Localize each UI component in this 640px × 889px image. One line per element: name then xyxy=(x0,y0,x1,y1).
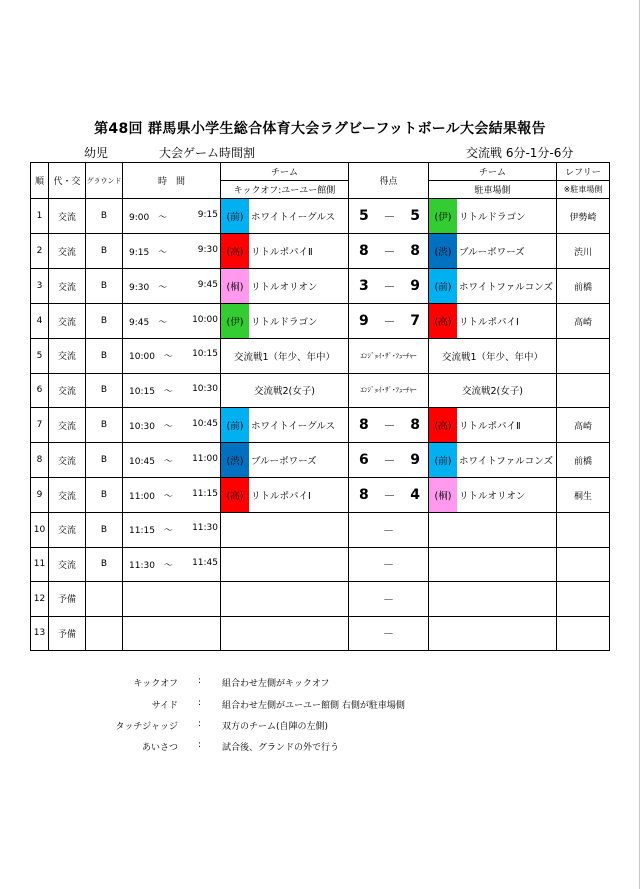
row-type: 交流 xyxy=(49,408,86,443)
row-referee: 前橋 xyxy=(557,443,610,478)
team-right-name: リトルポパイⅡ xyxy=(459,421,521,432)
team-right-name: リトルポパイⅠ xyxy=(459,317,519,328)
note-text: 双方のチーム(自陣の左側) xyxy=(222,722,329,732)
team-left-name: リトルポパイⅠ xyxy=(251,491,311,502)
row-type: 交流 xyxy=(49,234,86,269)
row-order: 13 xyxy=(31,616,49,651)
time-start: 11:15 ～ xyxy=(129,526,173,537)
team-left-name: リトルオリオン xyxy=(251,282,318,293)
enjoy-the-future: ｴﾝｼﾞｮｲ･ｻﾞ･ﾌｭｰﾁｬｰ xyxy=(349,339,429,374)
referee-side-label: ※駐車場側 xyxy=(557,181,610,199)
row-order: 9 xyxy=(31,478,49,513)
row-time xyxy=(123,408,221,443)
row-ground xyxy=(86,616,123,651)
score-left: 9 xyxy=(359,313,369,329)
header-ground: グラウンド xyxy=(86,163,123,199)
team-left-name: ホワイトイーグルス xyxy=(251,421,336,432)
team-right xyxy=(429,199,557,234)
parking-side-label: 駐車場側 xyxy=(429,181,557,199)
team-left xyxy=(221,408,349,443)
team-right-name: ホワイトファルコンズ xyxy=(459,282,553,293)
team-left-area-badge: (渋) xyxy=(221,443,249,477)
team-left-area-badge: (伊) xyxy=(221,304,249,338)
score-empty: － xyxy=(349,547,429,582)
note-label: サイド xyxy=(151,701,178,711)
note-label: あいさつ xyxy=(141,743,178,753)
row-time xyxy=(123,373,221,408)
score-left: 8 xyxy=(359,243,369,259)
enjoy-the-future: ｴﾝｼﾞｮｲ･ｻﾞ･ﾌｭｰﾁｬｰ xyxy=(349,373,429,408)
row-order: 11 xyxy=(31,547,49,582)
header-row xyxy=(31,163,610,181)
score-dash: － xyxy=(383,488,396,503)
note-text: 試合後、グランドの外で行う xyxy=(222,743,340,753)
row-ground: B xyxy=(86,199,123,234)
score-right: 9 xyxy=(410,278,420,294)
page-title: 第48回 群馬県小学生総合体育大会ラグビーフットボール大会結果報告 xyxy=(94,121,546,137)
score-right: 8 xyxy=(410,417,420,433)
team-right xyxy=(429,269,557,304)
score-left: 5 xyxy=(359,208,369,224)
time-start: 9:00 ～ xyxy=(129,212,168,223)
team-right xyxy=(429,234,557,269)
score-dash: － xyxy=(383,418,396,433)
table-row xyxy=(31,304,610,339)
time-start: 10:45 ～ xyxy=(129,456,173,467)
kickoff-side-label: キックオフ:ユーユー館側 xyxy=(221,181,349,199)
note-text: 組合わせ左側がキックオフ xyxy=(222,679,330,689)
team-right xyxy=(429,304,557,339)
row-referee: 渋川 xyxy=(557,234,610,269)
category-label: 幼児 xyxy=(84,146,109,160)
table-row xyxy=(31,582,610,617)
row-ground: B xyxy=(86,408,123,443)
team-right-area-badge: (伊) xyxy=(429,199,457,233)
score-left: 8 xyxy=(359,417,369,433)
score-cell xyxy=(349,199,429,234)
table-row xyxy=(31,547,610,582)
row-type: 交流 xyxy=(49,513,86,548)
time-start: 11:00 ～ xyxy=(129,491,173,502)
header-order: 順 xyxy=(31,163,49,199)
row-type: 交流 xyxy=(49,339,86,374)
row-referee xyxy=(557,339,610,374)
team-left-empty xyxy=(221,582,349,617)
schedule-rows xyxy=(31,199,610,651)
row-ground: B xyxy=(86,339,123,374)
time-start: 9:45 ～ xyxy=(129,317,168,328)
note-label: キックオフ xyxy=(133,679,178,689)
row-time xyxy=(123,304,221,339)
table-row xyxy=(31,269,610,304)
row-type: 予備 xyxy=(49,616,86,651)
score-empty: － xyxy=(349,582,429,617)
schedule-name: 大会ゲーム時間割 xyxy=(159,146,256,160)
row-time xyxy=(123,547,221,582)
team-right-name: リトルドラゴン xyxy=(459,212,526,223)
team-right-area-badge: (高) xyxy=(429,408,457,442)
score-dash: － xyxy=(383,453,396,468)
time-start: 9:30 ～ xyxy=(129,282,168,293)
team-right-name: ホワイトファルコンズ xyxy=(459,456,553,467)
row-type: 交流 xyxy=(49,443,86,478)
score-cell xyxy=(349,304,429,339)
row-ground: B xyxy=(86,373,123,408)
score-cell xyxy=(349,408,429,443)
time-start: 9:15 ～ xyxy=(129,247,168,258)
exchange-match-left: 交流戦2(女子) xyxy=(221,373,349,408)
team-right xyxy=(429,408,557,443)
score-dash: － xyxy=(383,209,396,224)
team-left xyxy=(221,443,349,478)
exchange-match-right: 交流戦2(女子) xyxy=(429,373,557,408)
row-order: 5 xyxy=(31,339,49,374)
note-colon: : xyxy=(198,719,202,729)
row-ground: B xyxy=(86,478,123,513)
table-row xyxy=(31,443,610,478)
team-left xyxy=(221,234,349,269)
row-time xyxy=(123,513,221,548)
table-row xyxy=(31,513,610,548)
row-referee: 桐生 xyxy=(557,478,610,513)
row-order: 12 xyxy=(31,582,49,617)
note-label: タッチジャッジ xyxy=(115,722,178,732)
row-time xyxy=(123,234,221,269)
score-dash: － xyxy=(383,244,396,259)
score-empty: － xyxy=(349,616,429,651)
team-right-area-badge: (高) xyxy=(429,304,457,338)
row-referee xyxy=(557,513,610,548)
team-right-empty xyxy=(429,513,557,548)
time-end: 10:15 xyxy=(192,349,218,360)
team-left-name: リトルドラゴン xyxy=(251,317,318,328)
team-right-area-badge: (桐) xyxy=(429,478,457,512)
score-cell xyxy=(349,269,429,304)
score-dash: － xyxy=(383,279,396,294)
header-time: 時 間 xyxy=(123,163,221,199)
time-start: 10:30 ～ xyxy=(129,421,173,432)
team-left-area-badge: (前) xyxy=(221,199,249,233)
row-order: 7 xyxy=(31,408,49,443)
exchange-match-right: 交流戦1（年少、年中） xyxy=(429,339,557,374)
team-right-area-badge: (渋) xyxy=(429,234,457,268)
score-dash: － xyxy=(383,314,396,329)
row-referee: 前橋 xyxy=(557,269,610,304)
row-order: 10 xyxy=(31,513,49,548)
score-right: 4 xyxy=(410,487,420,503)
team-right xyxy=(429,478,557,513)
row-referee: 高崎 xyxy=(557,304,610,339)
team-left-area-badge: (桐) xyxy=(221,269,249,303)
time-end: 11:15 xyxy=(192,488,218,499)
row-type: 交流 xyxy=(49,199,86,234)
score-cell xyxy=(349,443,429,478)
score-left: 3 xyxy=(359,278,369,294)
row-time xyxy=(123,339,221,374)
team-left-empty xyxy=(221,547,349,582)
team-right xyxy=(429,443,557,478)
team-left-area-badge: (前) xyxy=(221,408,249,442)
header-team-left: チーム xyxy=(221,163,349,181)
row-time xyxy=(123,582,221,617)
score-cell xyxy=(349,234,429,269)
row-type: 予備 xyxy=(49,582,86,617)
row-order: 4 xyxy=(31,304,49,339)
time-end: 10:45 xyxy=(192,418,218,429)
table-row xyxy=(31,339,610,374)
row-referee: 高崎 xyxy=(557,408,610,443)
score-right: 9 xyxy=(410,452,420,468)
time-end: 10:00 xyxy=(192,314,218,325)
row-type: 交流 xyxy=(49,373,86,408)
header-team-right: チーム xyxy=(429,163,557,181)
row-time xyxy=(123,443,221,478)
row-referee: 伊勢崎 xyxy=(557,199,610,234)
row-order: 3 xyxy=(31,269,49,304)
team-left xyxy=(221,269,349,304)
team-left-name: リトルポパイⅡ xyxy=(251,247,313,258)
note-colon: : xyxy=(198,676,202,686)
team-left-name: ブルーボワーズ xyxy=(251,456,317,467)
row-time xyxy=(123,616,221,651)
row-type: 交流 xyxy=(49,478,86,513)
schedule-table xyxy=(30,162,610,651)
row-time xyxy=(123,199,221,234)
table-row xyxy=(31,616,610,651)
team-left-empty xyxy=(221,616,349,651)
score-cell xyxy=(349,478,429,513)
row-order: 1 xyxy=(31,199,49,234)
score-right: 5 xyxy=(410,208,420,224)
team-right-area-badge: (前) xyxy=(429,269,457,303)
row-ground: B xyxy=(86,304,123,339)
row-ground: B xyxy=(86,269,123,304)
time-start: 11:30 ～ xyxy=(129,560,173,571)
table-row xyxy=(31,478,610,513)
row-ground xyxy=(86,582,123,617)
row-ground: B xyxy=(86,234,123,269)
time-end: 11:30 xyxy=(192,523,218,534)
team-left xyxy=(221,304,349,339)
row-time xyxy=(123,478,221,513)
team-right-name: リトルオリオン xyxy=(459,491,526,502)
score-right: 8 xyxy=(410,243,420,259)
time-end: 11:00 xyxy=(192,453,218,464)
team-left-empty xyxy=(221,513,349,548)
row-type: 交流 xyxy=(49,269,86,304)
row-type: 交流 xyxy=(49,547,86,582)
team-left xyxy=(221,199,349,234)
row-referee xyxy=(557,582,610,617)
score-left: 6 xyxy=(359,452,369,468)
row-ground: B xyxy=(86,443,123,478)
time-end: 11:45 xyxy=(192,557,218,568)
team-left-area-badge: (高) xyxy=(221,234,249,268)
team-left-name: ホワイトイーグルス xyxy=(251,212,336,223)
team-right-empty xyxy=(429,582,557,617)
exchange-match-left: 交流戦1（年少、年中） xyxy=(221,339,349,374)
team-left xyxy=(221,478,349,513)
table-row xyxy=(31,373,610,408)
row-referee xyxy=(557,547,610,582)
time-start: 10:15 ～ xyxy=(129,386,173,397)
team-right-area-badge: (前) xyxy=(429,443,457,477)
table-row xyxy=(31,234,610,269)
row-ground: B xyxy=(86,547,123,582)
header-type: 代・交 xyxy=(49,163,86,199)
match-format: 交流戦 6分-1分-6分 xyxy=(466,146,574,160)
time-end: 10:30 xyxy=(192,383,218,394)
time-start: 10:00 ～ xyxy=(129,352,173,363)
team-right-empty xyxy=(429,616,557,651)
team-right-empty xyxy=(429,547,557,582)
score-right: 7 xyxy=(410,313,420,329)
header-referee: レフリー xyxy=(557,163,610,181)
row-type: 交流 xyxy=(49,304,86,339)
score-empty: － xyxy=(349,513,429,548)
time-end: 9:30 xyxy=(197,244,218,255)
note-text: 組合わせ左側がユーユー館側 右側が駐車場側 xyxy=(222,701,405,711)
table-row xyxy=(31,199,610,234)
row-ground: B xyxy=(86,513,123,548)
row-referee xyxy=(557,616,610,651)
row-order: 8 xyxy=(31,443,49,478)
team-right-name: ブルーボワーズ xyxy=(459,247,525,258)
row-order: 6 xyxy=(31,373,49,408)
table-row xyxy=(31,408,610,443)
time-end: 9:15 xyxy=(197,209,218,220)
row-time xyxy=(123,269,221,304)
header-score: 得点 xyxy=(349,163,429,199)
time-end: 9:45 xyxy=(197,279,218,290)
row-order: 2 xyxy=(31,234,49,269)
note-colon: : xyxy=(198,740,202,750)
team-left-area-badge: (高) xyxy=(221,478,249,512)
row-referee xyxy=(557,373,610,408)
note-colon: : xyxy=(198,698,202,708)
score-left: 8 xyxy=(359,487,369,503)
